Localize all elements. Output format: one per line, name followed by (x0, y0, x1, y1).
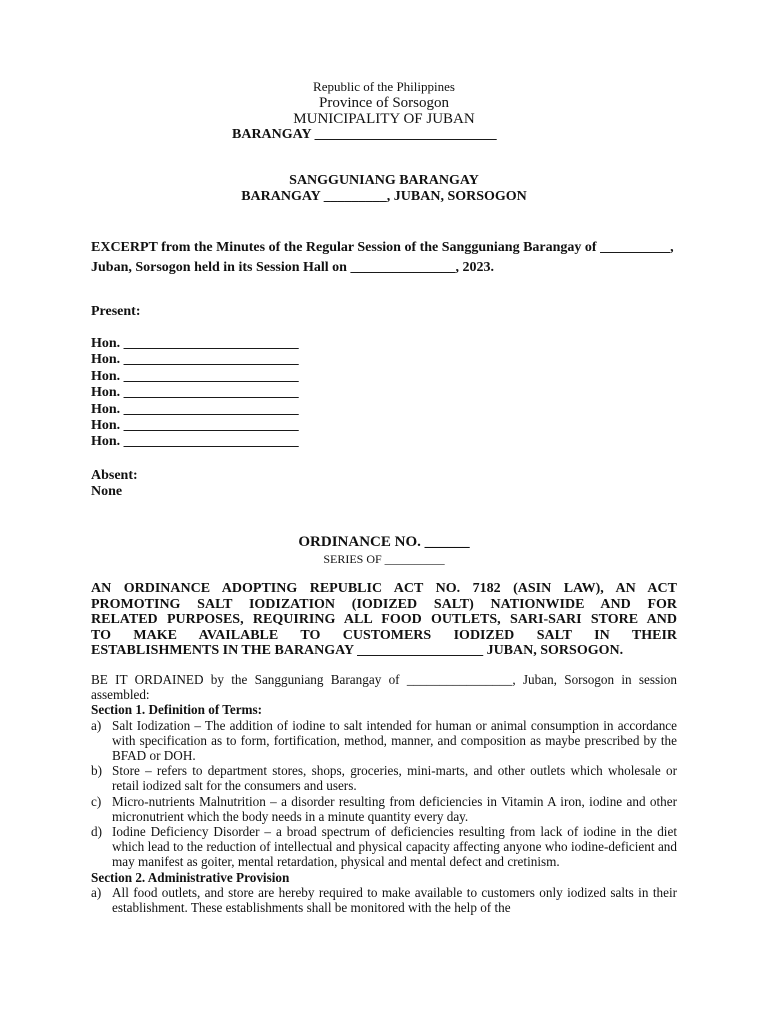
excerpt-paragraph: EXCERPT from the Minutes of the Regular Session of the Sangguniang Barangay of __________, Juban, Sorsogon held in its Session Hall on _______________, 2023. (91, 240, 674, 275)
member-line: Hon. _________________________ (91, 385, 299, 401)
member-line: Hon. _________________________ (91, 368, 299, 384)
section-1-heading: Section 1. Definition of Terms: (91, 702, 263, 718)
list-item (91, 718, 677, 764)
section-2-list (91, 885, 677, 915)
list-item (91, 794, 677, 824)
absent-label: Absent: (91, 468, 138, 483)
list-marker: d) (91, 824, 102, 840)
header-republic: Republic of the Philippines (313, 79, 455, 94)
ordinance-series: SERIES OF __________ (323, 552, 445, 566)
council-location: BARANGAY _________, JUBAN, SORSOGON (241, 189, 527, 204)
title-line: RELATED PURPOSES, REQUIRING ALL FOOD OUTLETS, SARI-SARI STORE AND (91, 612, 677, 628)
absent-value: None (91, 484, 123, 499)
header-barangay: BARANGAY __________________________ (232, 127, 497, 142)
council-name: SANGGUNIANG BARANGAY (289, 173, 479, 188)
ordained-paragraph: BE IT ORDAINED by the Sangguniang Barangay of ________________, Juban, Sorsogon in session assembled: (91, 672, 677, 703)
list-item-text: All food outlets, and store are hereby required to make available to customers only iodized salts in their establishment. These establishments shall be monitored with the help of the (112, 884, 677, 916)
present-label: Present: (91, 304, 141, 319)
list-item-text: Micro-nutrients Malnutrition – a disorder resulting from deficiencies in Vitamin A iron, iodine and other micronutrient which the body needs in a minute quantity every day. (112, 793, 677, 824)
absent-block (91, 468, 138, 500)
list-item (91, 885, 677, 915)
list-item (91, 824, 677, 870)
header-province: Province of Sorsogon (319, 95, 449, 111)
header-municipality: MUNICIPALITY OF JUBAN (293, 111, 475, 127)
title-line: ESTABLISHMENTS IN THE BARANGAY __________________ JUBAN, SORSOGON. (91, 643, 624, 659)
members-list (91, 336, 299, 451)
member-line: Hon. _________________________ (91, 352, 299, 368)
title-line: AN ORDINANCE ADOPTING REPUBLIC ACT NO. 7182 (ASIN LAW), AN ACT (91, 581, 677, 596)
ordinance-title (91, 581, 677, 659)
title-line: PROMOTING SALT IODIZATION (IODIZED SALT) NATIONWIDE AND FOR (91, 596, 677, 612)
section-1-list (91, 718, 677, 870)
section-2-heading: Section 2. Administrative Provision (91, 869, 290, 885)
list-marker: c) (91, 793, 102, 809)
member-line: Hon. _________________________ (91, 401, 299, 417)
list-marker: a) (91, 884, 102, 900)
member-line: Hon. _________________________ (91, 434, 299, 450)
list-marker: b) (91, 763, 102, 779)
list-item-text: Iodine Deficiency Disorder – a broad spectrum of deficiencies resulting from lack of iodine in the diet which lead to the reduction of intellectual and physical capacity affecting anyone who iodine-deficient and may manifest as goiter, mental retardation, physical and mental defect and cretinism. (112, 824, 677, 870)
title-line: TO MAKE AVAILABLE TO CUSTOMERS IODIZED SALT IN THEIR (91, 627, 677, 643)
member-line: Hon. _________________________ (91, 336, 299, 351)
list-item (91, 763, 677, 793)
list-item-text: Store – refers to department stores, shops, groceries, mini-marts, and other outlets which wholesale or retail iodized salt for the consumers and users. (112, 763, 677, 794)
list-marker: a) (91, 717, 102, 733)
list-item-text: Salt Iodization – The addition of iodine to salt intended for human or animal consumption in accordance with specification as to form, fortification, method, manner, and composition as maybe prescribed by the BFAD or DOH. (112, 717, 677, 764)
ordinance-number: ORDINANCE NO. ______ (298, 534, 470, 550)
ordinance-body (91, 672, 677, 915)
member-line: Hon. _________________________ (91, 418, 299, 434)
